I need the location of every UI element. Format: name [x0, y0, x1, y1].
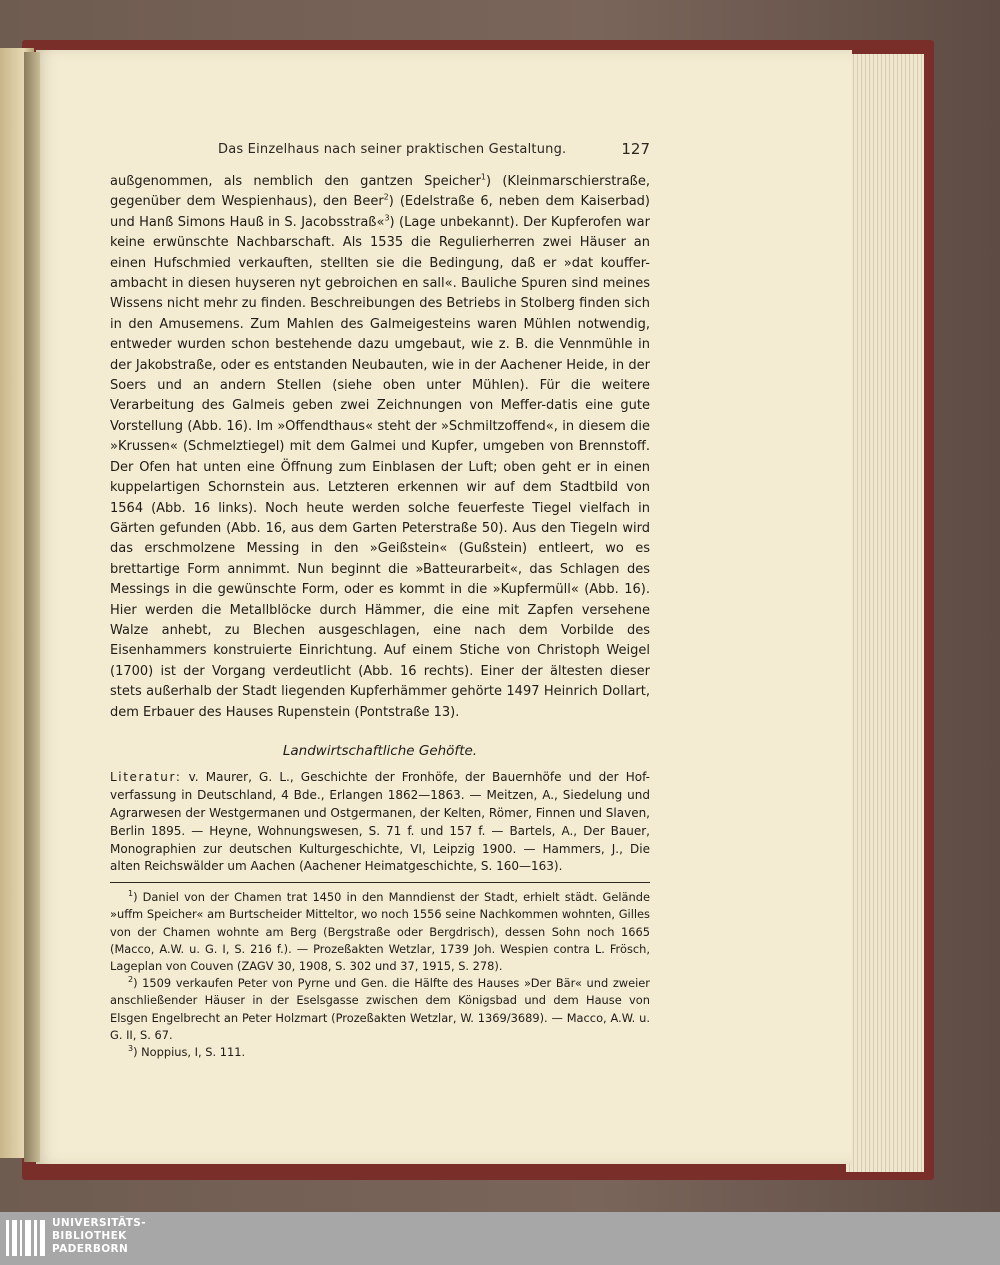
- running-head: [218, 140, 650, 160]
- section-heading: Landwirtschaftliche Gehöfte.: [282, 742, 478, 759]
- footnote-text: ) Daniel von der Chamen trat 1450 in den Manndienst der Stadt, erhielt städt. Gelände »uffm Speicher« am Burtscheider Mitteltor, wo noch 1556 seine Nachkommen wohnten, Gilles von der Chamen wohnte am Berg (Bergstraße oder Bergdrisch), dessen Sohn noch 1665 (Macco, A.W. u. G. I, S. 216 f.). — Prozeßakten Wetzlar, 1739 Joh. Wespien contra L. Frösch, Lageplan von Couven (ZAGV 30, 1908, S. 302 und 37, 1915, S. 278).: [110, 890, 650, 973]
- footnote-ref[interactable]: 3: [384, 213, 390, 223]
- page-number: 127: [621, 140, 650, 158]
- footnote: [110, 975, 650, 1044]
- logo-line: BIBLIOTHEK: [52, 1230, 127, 1242]
- page-edges: [846, 54, 924, 1172]
- body-text-part: ) (Kleinmarschierstraße, gegenüber dem Wespienhaus), den Beer: [110, 174, 650, 210]
- footnote-divider: [110, 882, 650, 883]
- literature-text: v. Maurer, G. L., Geschichte der Fronhöfe, der Bauernhöfe und der Hof-verfassung in Deutschland, 4 Bde., Erlangen 1862—1863. — Meitzen, A., Siedelung und Agrarwesen der Westgermanen und Ostgermanen, der Kelten, Römer, Finnen und Slaven, Berlin 1895. — Heyne, Wohnungswesen, S. 71 f. und 157 f. — Bartels, A., Der Bauer, Monographien zur deutschen Kulturgeschichte, VI, Leipzig 1900. — Hammers, J., Die alten Reichswälder um Aachen (Aachener Heimatgeschichte, S. 160—163).: [110, 770, 650, 874]
- footnote-marker: 3: [128, 1044, 134, 1054]
- body-paragraph: [110, 172, 650, 723]
- library-logo-text: [52, 1217, 146, 1256]
- footnote-ref[interactable]: 1: [480, 172, 487, 182]
- body-text-part: ) (Lage unbekannt). Der Kupferofen war keine erwünschte Nachbarschaft. Als 1535 die Regulierherren zwei Häuser an einen Hufschmied verkauften, stellten sie die Bedingung, daß er »dat kouffer-ambacht in diesen huyseren nyt gebroichen en sall«. Bauliche Spuren sind meines Wissens nicht mehr zu finden. Beschreibungen des Betriebs in Stolberg finden sich in den Amusemens. Zum Mahlen des Galmeigesteins waren Mühlen notwendig, entweder wurden schon bestehende dazu umgebaut, wie z. B. die Vennmühle in der Jakobstraße, oder es entstanden Neubauten, wie in der Aachener Heide, in der Soers und an andern Stellen (siehe oben unter Mühlen). Für die weitere Verarbeitung des Galmeis geben zwei Zeichnungen von Meffer-datis eine gute Vorstellung (Abb. 16). Im »Offendthaus« steht der »Schmiltzoffend«, in diesem die »Krussen« (Schmelztiegel) mit dem Galmei und Kupfer, umgeben von Brennstoff. Der Ofen hat unten eine Öffnung zum Einblasen der Luft; oben geht er in einen kuppelartigen Schornstein aus. Letzteren erkennen wir auf dem Stadtbild von 1564 (Abb. 16 links). Noch heute werden solche feuerfeste Tiegel vielfach in Gärten gefunden (Abb. 16, aus dem Garten Peterstraße 50). Aus den Tiegeln wird das erschmolzene Messing in den »Geißstein« (Gußstein) entleert, wo es brettartige Form annimmt. Nun beginnt die »Batteurarbeit«, das Schlagen des Messings in die gewünschte Form, oder es kommt in die »Kupfermüll« (Abb. 16). Hier werden die Metallblöcke durch Hämmer, die eine mit Zapfen versehene Walze anhebt, zu Blechen ausgeschlagen, eine nach dem Vorbilde des Eisenhammers konstruierte Einrichtung. Auf einem Stiche von Christoph Weigel (1700) ist der Vorgang verdeutlicht (Abb. 16 rechts). Einer der ältesten dieser stets außerhalb der Stadt liegenden Kupferhämmer gehörte 1497 Heinrich Dollart, dem Erbauer des Hauses Rupenstein (Pontstraße 13).: [110, 214, 650, 720]
- library-footer: [0, 1212, 1000, 1265]
- footnote: [110, 1044, 650, 1061]
- footnote-text: ) 1509 verkaufen Peter von Pyrne und Gen. die Hälfte des Hauses »Der Bär« und zweier anschließender Häuser in der Eselsgasse zwischen dem Königsbad und dem Hause von Elsgen Engelbrecht an Peter Holzmart (Prozeßakten Wetzlar, W. 1369/3689). — Macco, A.W. u. G. II, S. 67.: [110, 976, 650, 1042]
- literature-paragraph: [110, 769, 650, 876]
- footnotes: [110, 889, 650, 1061]
- logo-line: PADERBORN: [52, 1243, 129, 1255]
- book-gutter: [24, 52, 40, 1162]
- body-text: [110, 172, 650, 723]
- footnote-ref[interactable]: 2: [383, 193, 389, 203]
- literature-label: Literatur:: [110, 770, 182, 785]
- body-text-part: ) (Edelstraße 6, neben dem Kaiserbad) und Hanß Simons Hauß in S. Jacobsstraß«: [110, 194, 650, 230]
- footnote-marker: 2: [128, 975, 134, 985]
- body-text-part: außgenommen, als nemblich den gantzen Speicher: [110, 174, 481, 189]
- logo-line: UNIVERSITÄTS-: [52, 1217, 147, 1229]
- footnote: [110, 889, 650, 975]
- text-block: [110, 172, 650, 1061]
- footnote-marker: 1: [128, 889, 134, 899]
- library-barcode-icon: [4, 1216, 48, 1260]
- running-head-title: Das Einzelhaus nach seiner praktischen Gestaltung.: [218, 142, 567, 157]
- footnote-text: ) Noppius, I, S. 111.: [133, 1044, 246, 1059]
